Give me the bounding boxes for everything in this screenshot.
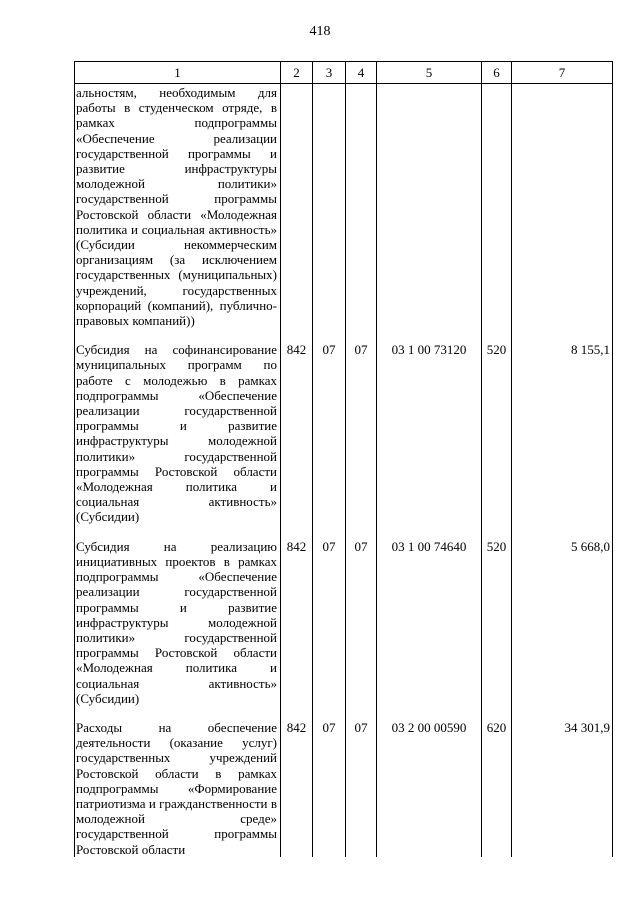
row-gr: 842	[281, 328, 313, 524]
row-rz	[313, 84, 346, 329]
table-row	[75, 328, 613, 524]
row-csr	[377, 84, 482, 329]
row-rz: 07	[313, 328, 346, 524]
budget-table	[74, 61, 613, 857]
table-row	[75, 706, 613, 857]
row-vr: 520	[482, 525, 512, 706]
row-pr: 07	[346, 328, 377, 524]
column-header-2: 2	[281, 62, 313, 84]
row-pr: 07	[346, 525, 377, 706]
row-vr: 620	[482, 706, 512, 857]
row-pr: 07	[346, 706, 377, 857]
row-csr: 03 1 00 73120	[377, 328, 482, 524]
row-gr: 842	[281, 706, 313, 857]
row-description: Субсидия на реализацию инициативных проектов в рамках подпрограммы «Обеспечение реализации государственной программы и развитие инфраструктуры молодежной политики» государственной программы Ростовской области «Молодежная политика и социальная активность» (Субсидии)	[75, 525, 281, 706]
column-header-4: 4	[346, 62, 377, 84]
row-vr: 520	[482, 328, 512, 524]
row-csr: 03 1 00 74640	[377, 525, 482, 706]
header-row	[75, 62, 613, 84]
column-header-5: 5	[377, 62, 482, 84]
row-vr	[482, 84, 512, 329]
row-rz: 07	[313, 706, 346, 857]
row-csr: 03 2 00 00590	[377, 706, 482, 857]
row-amount: 5 668,0	[512, 525, 613, 706]
row-pr	[346, 84, 377, 329]
column-header-1: 1	[75, 62, 281, 84]
row-amount	[512, 84, 613, 329]
row-gr: 842	[281, 525, 313, 706]
row-rz: 07	[313, 525, 346, 706]
table-header	[75, 62, 613, 84]
column-header-7: 7	[512, 62, 613, 84]
row-description: альностям, необходимым для работы в студенческом отряде, в рамках подпрограммы «Обеспечение реализации государственной программы и развитие инфраструктуры молодежной политики» государственной программы Ростовской области «Молодежная политика и социальная активность» (Субсидии некоммерческим организациям (за исключением государственных (муниципальных) учреждений, государственных корпораций (компаний), публично-правовых компаний))	[75, 84, 281, 329]
row-gr	[281, 84, 313, 329]
row-amount: 34 301,9	[512, 706, 613, 857]
column-header-6: 6	[482, 62, 512, 84]
column-header-3: 3	[313, 62, 346, 84]
page-number: 418	[309, 24, 331, 39]
table-row	[75, 525, 613, 706]
row-description: Субсидия на софинансирование муниципальных программ по работе с молодежью в рамках подпрограммы «Обеспечение реализации государственной программы и развитие инфраструктуры молодежной политики» государственной программы Ростовской области «Молодежная политика и социальная активность» (Субсидии)	[75, 328, 281, 524]
row-description: Расходы на обеспечение деятельности (оказание услуг) государственных учреждений Ростовской области в рамках подпрограммы «Формирование патриотизма и гражданственности в молодежной среде» государственной программы Ростовской области	[75, 706, 281, 857]
table-row	[75, 84, 613, 329]
row-amount: 8 155,1	[512, 328, 613, 524]
table-body	[75, 84, 613, 857]
